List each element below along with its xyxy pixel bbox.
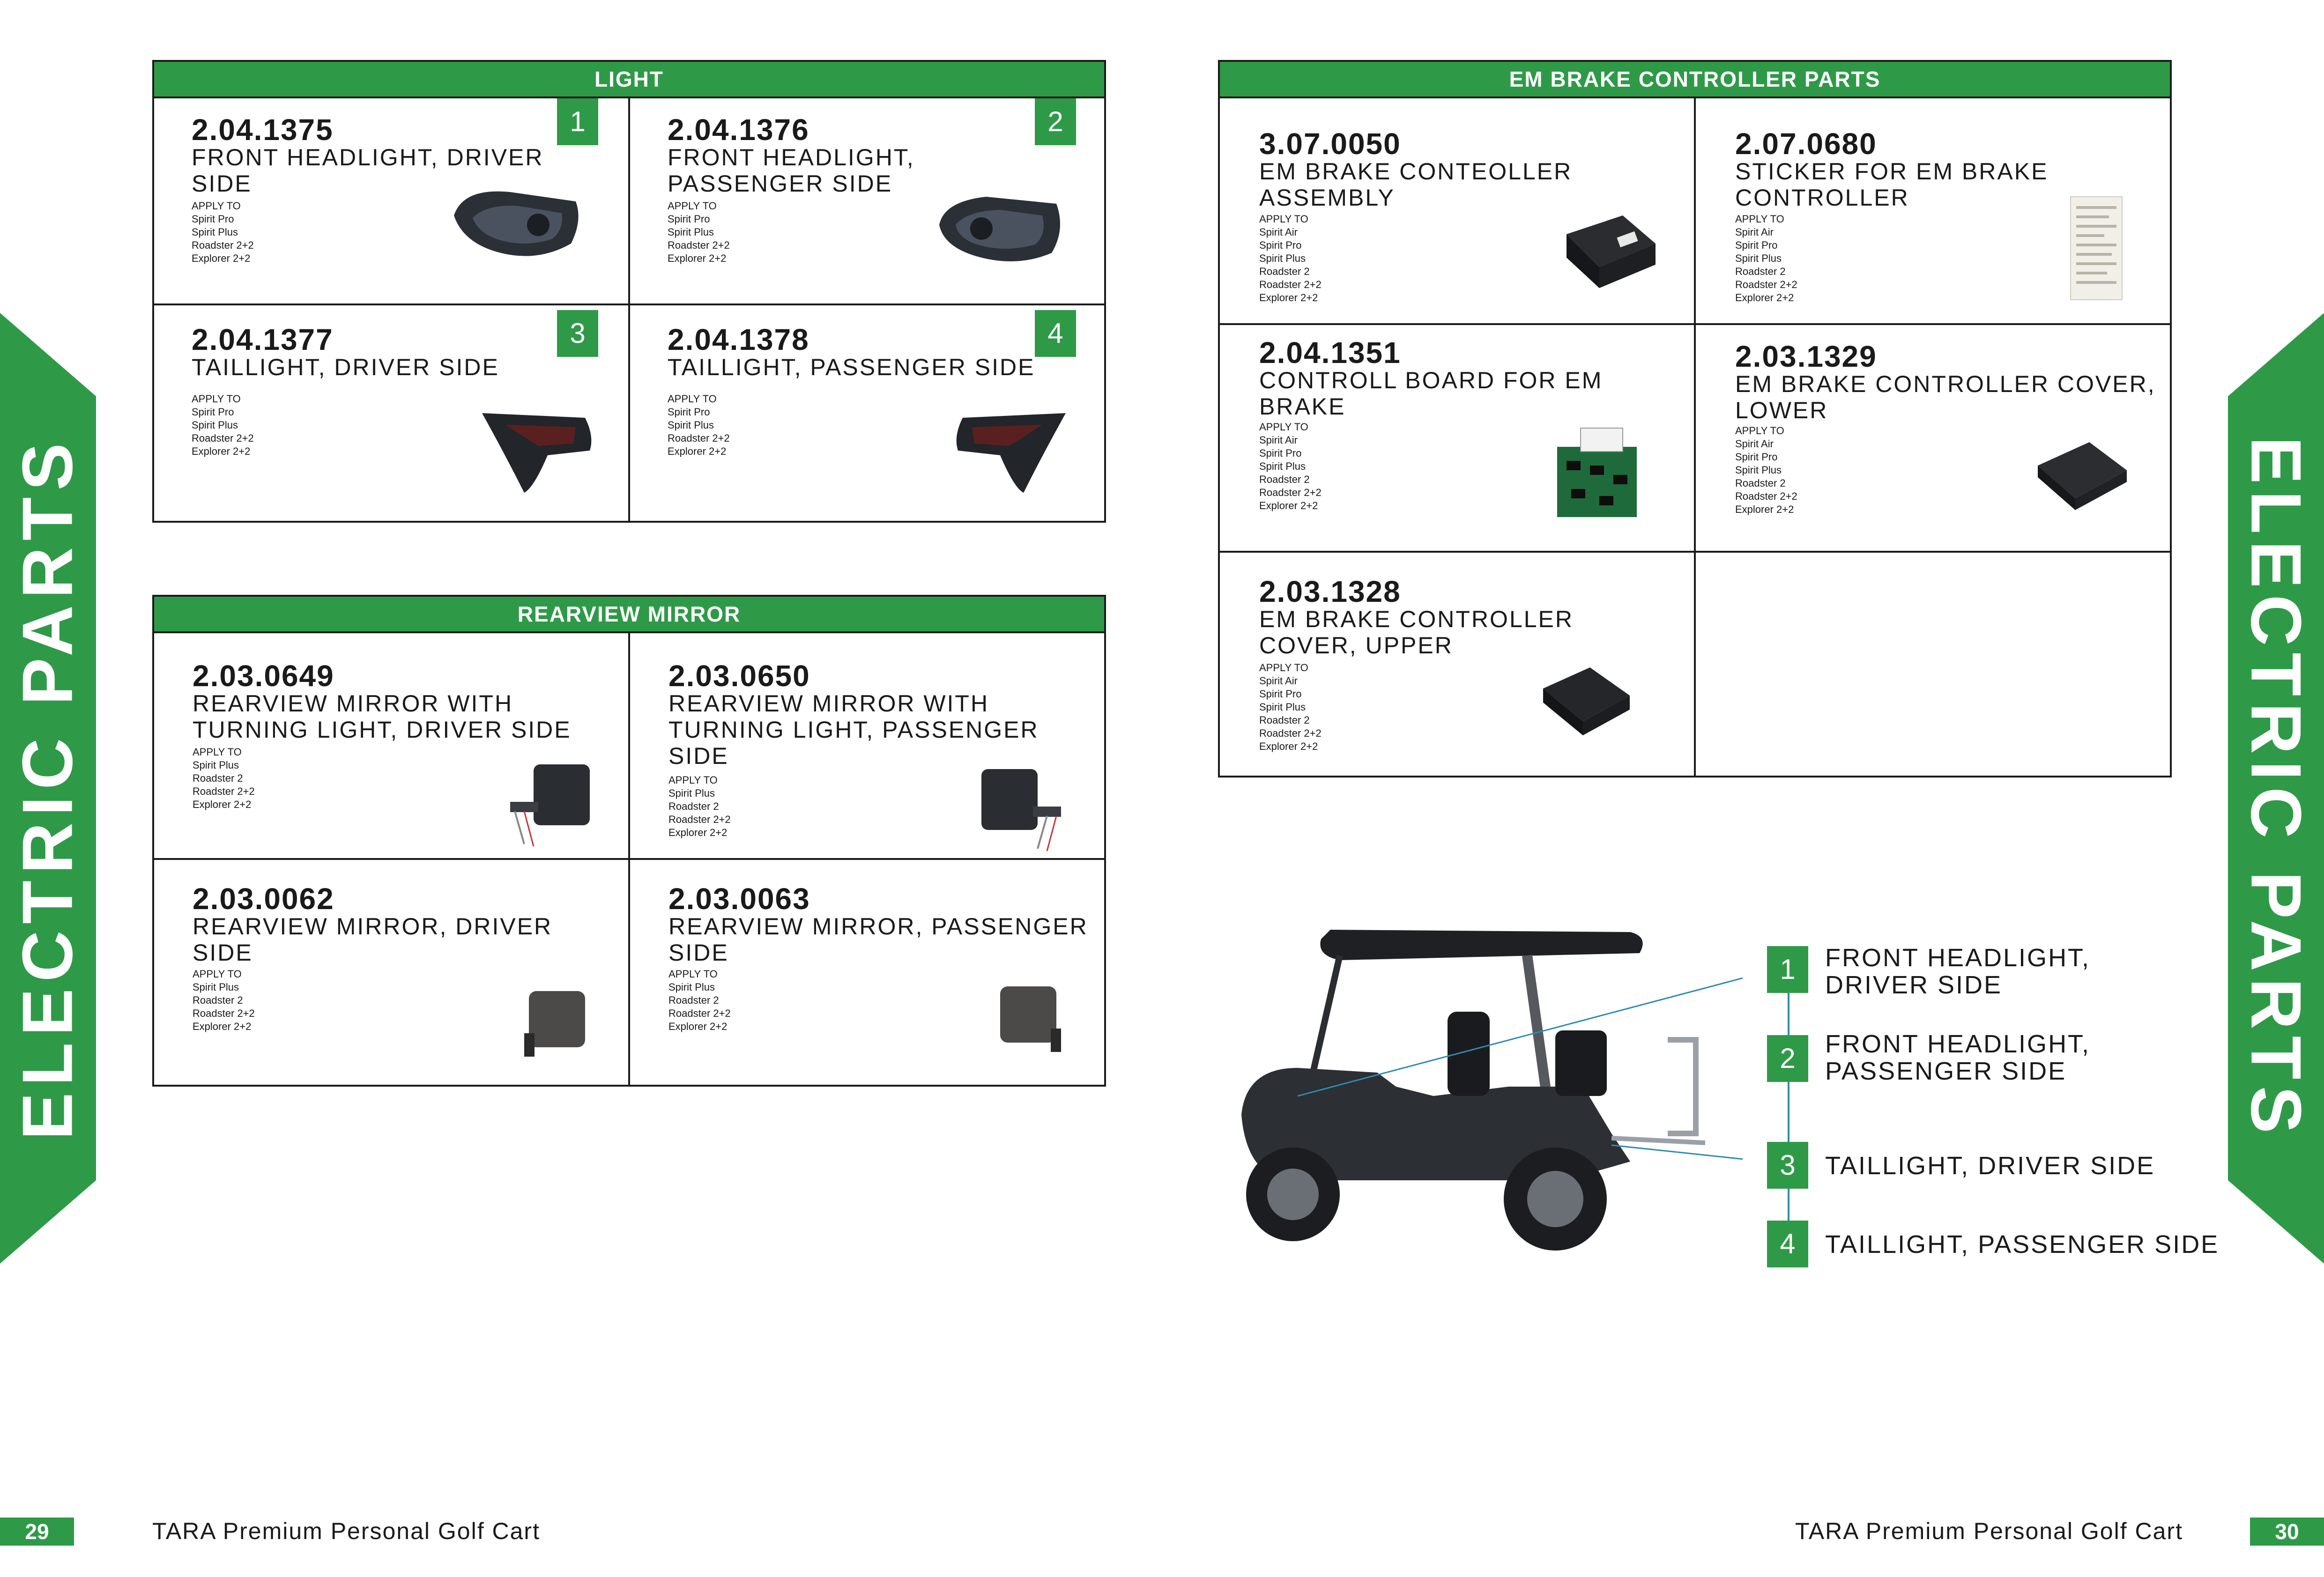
legend-label-1: FRONT HEADLIGHT, DRIVER SIDE	[1825, 944, 2091, 999]
apply-to-list: APPLY TO Spirit Pro Spirit Plus Roadster 2+2 Explorer 2+2	[192, 393, 254, 457]
part-name: TAILLIGHT, PASSENGER SIDE	[668, 354, 1035, 380]
headlight-image	[930, 178, 1070, 272]
part-number-badge: 1	[557, 98, 598, 145]
part-card	[1696, 325, 2170, 551]
light-section	[152, 60, 1106, 523]
part-card	[154, 633, 628, 858]
em-brake-section	[1218, 60, 2172, 777]
footer-title-left: TARA Premium Personal Golf Cart	[152, 1518, 540, 1544]
legend-badge-3: 3	[1767, 1142, 1808, 1189]
rearview-mirror-section-title: REARVIEW MIRROR	[154, 597, 1104, 633]
part-card	[154, 305, 628, 523]
part-name: REARVIEW MIRROR WITH TURNING LIGHT, DRIVER SIDE	[193, 690, 572, 743]
apply-to-list: APPLY TO Spirit Pro Spirit Plus Roadster 2+2 Explorer 2+2	[668, 200, 730, 264]
taillight-image	[477, 399, 599, 502]
part-code: 2.03.0649	[193, 659, 334, 693]
right-side-tab-label: ELECTRIC PARTS	[2236, 436, 2316, 1140]
apply-to-list: APPLY TO Spirit Pro Spirit Plus Roadster 2+2 Explorer 2+2	[668, 393, 730, 457]
part-card	[630, 633, 1104, 858]
part-card	[154, 860, 628, 1087]
page-number-right: 30	[2250, 1518, 2324, 1546]
page-number-left: 29	[0, 1518, 74, 1546]
apply-to-list: APPLY TO Spirit Plus Roadster 2 Roadster 2+2 Explorer 2+2	[193, 968, 255, 1032]
controller-image	[1552, 206, 1665, 300]
part-code: 2.03.0063	[668, 882, 810, 916]
apply-to-list: APPLY TO Spirit Plus Roadster 2 Roadster 2+2 Explorer 2+2	[668, 774, 731, 838]
part-card	[1220, 553, 1694, 777]
part-card	[630, 98, 1104, 304]
part-code: 2.04.1351	[1259, 336, 1401, 370]
part-code: 2.04.1376	[668, 113, 809, 147]
part-code: 2.07.0680	[1735, 127, 1877, 161]
legend-badge-2: 2	[1767, 1035, 1808, 1082]
legend-badge-4: 4	[1767, 1221, 1808, 1267]
legend-label-3: TAILLIGHT, DRIVER SIDE	[1825, 1152, 2155, 1180]
apply-to-list: APPLY TO Spirit Air Spirit Pro Spirit Plus Roadster 2 Roadster 2+2 Explorer 2+2	[1735, 425, 1797, 515]
part-number-badge: 3	[557, 310, 598, 357]
part-name: TAILLIGHT, DRIVER SIDE	[192, 354, 499, 380]
mirror-image	[515, 982, 599, 1066]
part-number-badge: 4	[1035, 310, 1076, 357]
em-brake-section-title: EM BRAKE CONTROLLER PARTS	[1220, 62, 2170, 98]
part-code: 2.03.1329	[1735, 340, 1877, 373]
part-name: FRONT HEADLIGHT, PASSENGER SIDE	[668, 144, 915, 197]
apply-to-list: APPLY TO Spirit Air Spirit Pro Spirit Plus Roadster 2 Roadster 2+2 Explorer 2+2	[1259, 662, 1322, 752]
footer-title-right: TARA Premium Personal Golf Cart	[1795, 1518, 2183, 1544]
part-card	[1220, 98, 1694, 323]
circuit-board-image	[1548, 419, 1651, 526]
part-name: REARVIEW MIRROR, DRIVER SIDE	[193, 913, 553, 966]
rearview-mirror-section	[152, 595, 1106, 1087]
left-side-tab-label: ELECTRIC PARTS	[7, 436, 88, 1140]
legend-label-4: TAILLIGHT, PASSENGER SIDE	[1825, 1230, 2220, 1259]
golf-cart-image	[1227, 918, 1743, 1255]
right-side-tab	[2228, 313, 2324, 1264]
part-name: EM BRAKE CONTEOLLER ASSEMBLY	[1259, 158, 1573, 211]
mirror-image	[501, 755, 604, 853]
taillight-image	[949, 399, 1070, 502]
part-name: CONTROLL BOARD FOR EM BRAKE	[1259, 367, 1603, 420]
part-code: 2.04.1377	[192, 323, 334, 356]
part-card	[154, 98, 628, 304]
part-name: REARVIEW MIRROR WITH TURNING LIGHT, PASSENGER SIDE	[668, 690, 1039, 769]
part-card	[1696, 98, 2170, 323]
apply-to-list: APPLY TO Spirit Air Spirit Pro Spirit Plus Roadster 2 Roadster 2+2 Explorer 2+2	[1259, 213, 1322, 304]
part-code: 2.03.0650	[668, 659, 810, 693]
part-code: 2.04.1375	[192, 113, 334, 147]
apply-to-list: APPLY TO Spirit Air Spirit Pro Spirit Plus Roadster 2 Roadster 2+2 Explorer 2+2	[1735, 213, 1797, 304]
sticker-image	[2066, 192, 2131, 309]
apply-to-list: APPLY TO Spirit Plus Roadster 2 Roadster 2+2 Explorer 2+2	[668, 968, 731, 1032]
part-name: REARVIEW MIRROR, PASSENGER SIDE	[668, 913, 1088, 966]
apply-to-list: APPLY TO Spirit Pro Spirit Plus Roadster 2+2 Explorer 2+2	[192, 200, 254, 264]
part-name: EM BRAKE CONTROLLER COVER, LOWER	[1735, 371, 2156, 423]
mirror-image	[986, 977, 1070, 1061]
part-code: 2.03.0062	[193, 882, 334, 916]
part-number-badge: 2	[1035, 98, 1076, 145]
controller-cover-image	[2024, 428, 2136, 522]
part-name: EM BRAKE CONTROLLER COVER, UPPER	[1259, 606, 1574, 659]
part-card	[630, 305, 1104, 523]
headlight-image	[445, 173, 585, 267]
part-code: 2.03.1328	[1259, 575, 1401, 608]
left-side-tab	[0, 313, 96, 1264]
mirror-image	[967, 760, 1070, 858]
part-name: FRONT HEADLIGHT, DRIVER SIDE	[192, 144, 544, 197]
light-section-title: LIGHT	[154, 62, 1104, 98]
legend-badge-1: 1	[1767, 946, 1808, 993]
legend-connector	[1788, 974, 1789, 1241]
controller-cover-image	[1529, 656, 1641, 749]
part-card	[630, 860, 1104, 1087]
apply-to-list: APPLY TO Spirit Plus Roadster 2 Roadster 2+2 Explorer 2+2	[193, 746, 255, 810]
part-name: STICKER FOR EM BRAKE CONTROLLER	[1735, 158, 2049, 211]
part-card	[1220, 325, 1694, 551]
apply-to-list: APPLY TO Spirit Air Spirit Pro Spirit Plus Roadster 2 Roadster 2+2 Explorer 2+2	[1259, 421, 1322, 511]
part-code: 2.04.1378	[668, 323, 809, 356]
legend-label-2: FRONT HEADLIGHT, PASSENGER SIDE	[1825, 1030, 2091, 1085]
part-code: 3.07.0050	[1259, 127, 1401, 161]
